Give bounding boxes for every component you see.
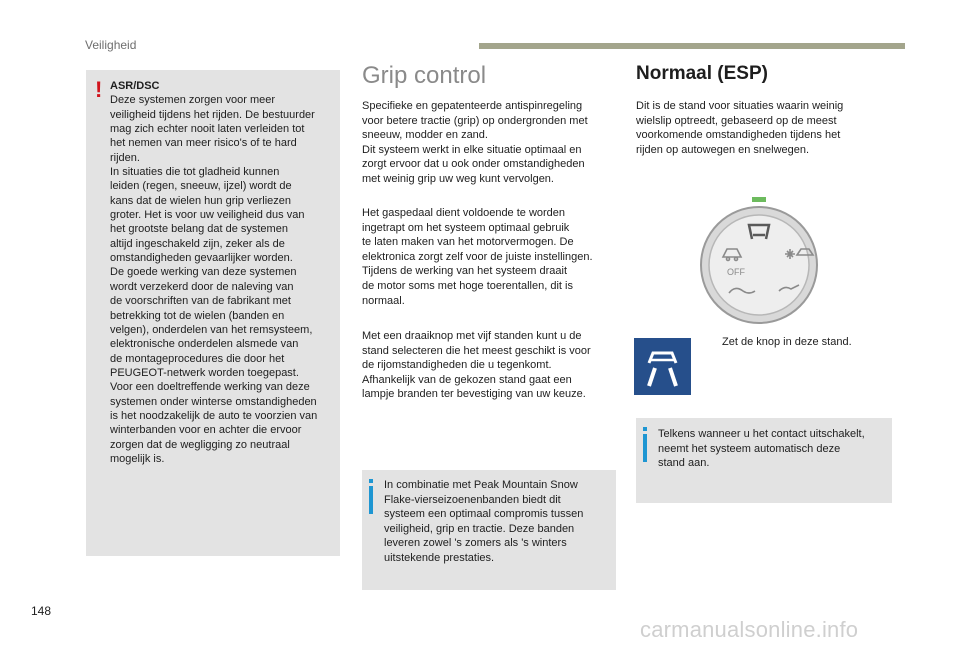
warning-text bbox=[110, 79, 338, 466]
section-label: Veiligheid bbox=[85, 38, 137, 52]
page-number: 148 bbox=[31, 604, 52, 618]
info-icon bbox=[643, 434, 647, 462]
grip-control-knob-icon bbox=[693, 195, 825, 327]
normal-info-box bbox=[636, 418, 892, 503]
warning-box bbox=[86, 70, 340, 556]
normal-info-text: Telkens wanneer u het contact uitschakelt, neemt het systeem automatisch deze stand aan. bbox=[658, 428, 865, 470]
esp-mode-icon bbox=[634, 338, 691, 395]
grip-info-box bbox=[362, 470, 616, 590]
grip-info-text: In combinatie met Peak Mountain Snow Flake-vierseizoenenbanden biedt dit systeem een optimaal compromis tussen veiligheid, grip en tractie. Deze banden leveren zowel 's zomers als 's winters uitstekende prestaties. bbox=[384, 479, 584, 564]
grip-paragraph-2: Het gaspedaal dient voldoende te worden ingetrapt om het systeem optimaal gebruik te laten maken van het motorvermogen. De elektronica zorgt zelf voor de juiste instellingen. Tijdens de werking van het systeem draait de motor soms met hoge toerentallen, dit is normaal. bbox=[362, 207, 593, 307]
grip-paragraph-1: Specifieke en gepatenteerde antispinregeling voor betere tractie (grip) op ondergronden met sneeuw, modder en zand. Dit systeem werkt in elke situatie optimaal en zorgt ervoor dat u ook onder omstandigheden met weinig grip uw weg kunt vervolgen. bbox=[362, 100, 588, 185]
watermark: carmanualsonline.info bbox=[640, 617, 859, 642]
warning-title: ASR/DSC bbox=[110, 80, 160, 92]
grip-title: Grip control bbox=[362, 62, 487, 89]
knob-instruction: Zet de knop in deze stand. bbox=[722, 336, 852, 348]
normal-paragraph-1: Dit is de stand voor situaties waarin weinig wielslip optreedt, gebaseerd op de meest voorkomende omstandigheden tijdens het rijden op autowegen en snelwegen. bbox=[636, 100, 844, 156]
info-icon bbox=[369, 486, 373, 514]
knob-off-label: OFF bbox=[727, 267, 745, 277]
grip-paragraph-3: Met een draaiknop met vijf standen kunt u de stand selecteren die het meest geschikt is voor de rijomstandigheden die u tegenkomt. Afhankelijk van de gekozen stand gaat een lampje branden ter bevestiging van uw keuze. bbox=[362, 330, 591, 401]
warning-body: Deze systemen zorgen voor meer veiligheid tijdens het rijden. De bestuurder mag zich echter nooit laten verleiden tot het nemen van meer risico's of te hard rijden. In situaties die tot gladheid kunnen leiden (regen, sneeuw, ijzel) wordt de kans dat de wielen hun grip verliezen groter. Het is voor uw veiligheid dus van het grootste belang dat de systemen altijd ingeschakeld zijn, zeker als de omstandigheden gevaarlijker worden. De goede werking van deze systemen wordt verzekerd door de naleving van de voorschriften van de fabrikant met betrekking tot de wielen (banden en velgen), onderdelen van het remsysteem, elektronische onderdelen alsmede van de montageprocedures die door het PEUGEOT-netwerk worden toegepast. Voor een doeltreffende werking van deze systemen onder winterse omstandigheden is het noodzakelijk de auto te voorzien van winterbanden voor en achter die ervoor zorgen dat de wegligging zo neutraal mogelijk is. bbox=[110, 94, 318, 465]
warning-icon: ! bbox=[95, 77, 103, 102]
header-bar bbox=[479, 43, 905, 49]
normal-title: Normaal (ESP) bbox=[636, 63, 768, 84]
